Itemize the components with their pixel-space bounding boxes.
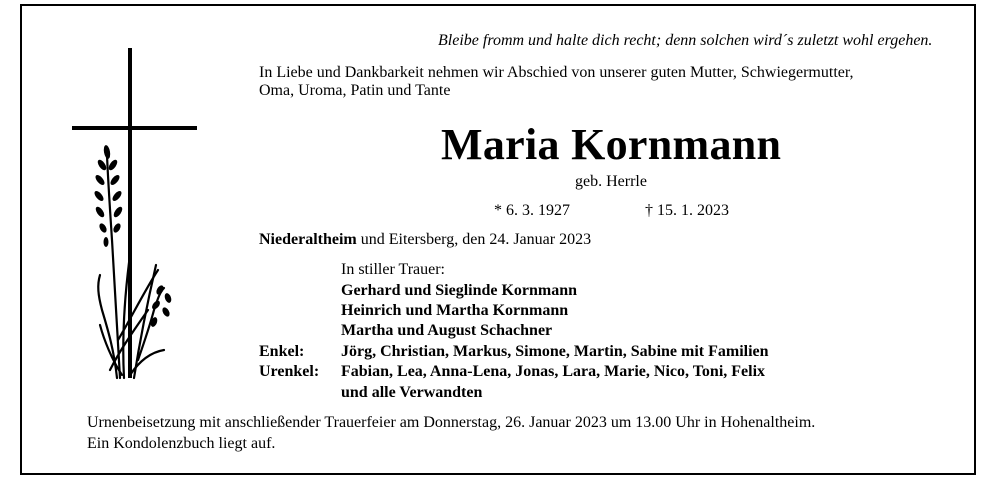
grandchildren-names: Jörg, Christian, Markus, Simone, Martin, Sabine mit Familien	[341, 343, 769, 360]
intro-line-2: Oma, Uroma, Patin und Tante	[259, 82, 451, 99]
great-grandchildren-label: Urenkel:	[259, 363, 320, 380]
place-rest: und Eitersberg, den 24. Januar 2023	[356, 231, 592, 248]
funeral-details: Urnenbeisetzung mit anschließender Trauerfeier am Donnerstag, 26. Januar 2023 um 13.00 Uhr in Hohenaltheim.	[87, 414, 816, 431]
mourner-family: Martha und August Schachner	[341, 322, 553, 339]
place-town: Niederaltheim	[259, 231, 357, 248]
deceased-name: Maria Kornmann	[441, 120, 782, 169]
place-date-line	[259, 230, 591, 250]
birth-name: geb. Herrle	[575, 173, 647, 190]
bible-quote: Bleibe fromm und halte dich recht; denn solchen wird´s zuletzt wohl ergehen.	[438, 32, 933, 49]
birth-date: * 6. 3. 1927	[494, 202, 570, 219]
condolence-book-note: Ein Kondolenzbuch liegt auf.	[87, 435, 276, 452]
great-grandchildren-names: Fabian, Lea, Anna-Lena, Jonas, Lara, Marie, Nico, Toni, Felix	[341, 363, 766, 380]
relatives-line: und alle Verwandten	[341, 384, 483, 401]
mourner-family: Gerhard und Sieglinde Kornmann	[341, 282, 578, 299]
cross-with-grass-icon	[60, 40, 210, 390]
mourner-family: Heinrich und Martha Kornmann	[341, 302, 569, 319]
intro-line-1: In Liebe und Dankbarkeit nehmen wir Abschied von unserer guten Mutter, Schwiegermutter,	[259, 64, 854, 81]
death-date: † 15. 1. 2023	[645, 202, 729, 219]
grandchildren-label: Enkel:	[259, 343, 305, 360]
mourning-intro: In stiller Trauer:	[341, 261, 445, 278]
